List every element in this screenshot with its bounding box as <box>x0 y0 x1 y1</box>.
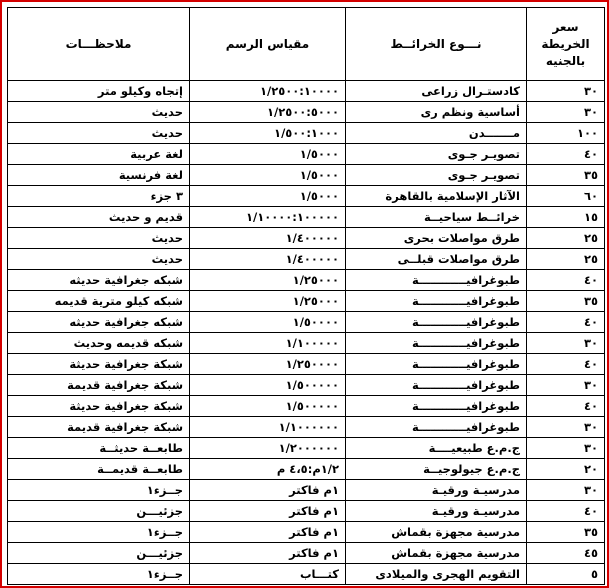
table-row <box>8 438 605 459</box>
price-cell: ٤٠ <box>527 354 605 375</box>
price-cell: ٣٠ <box>527 480 605 501</box>
map-type-cell: طرق مواصلات قبلــى <box>346 249 527 270</box>
notes-cell: حديث <box>8 123 190 144</box>
map-type-cell: طبوغرافيــــــــــــة <box>346 396 527 417</box>
table-row <box>8 270 605 291</box>
table-row <box>8 207 605 228</box>
map-type-cell: أساسية ونظم رى <box>346 102 527 123</box>
scale-cell: ١/٢٥٠٠:٥٠٠٠ <box>190 102 346 123</box>
map-type-cell: خرائــط سياحيــة <box>346 207 527 228</box>
header-row <box>8 8 605 81</box>
table-row <box>8 291 605 312</box>
notes-cell: شبكه جغرافية حديثه <box>8 270 190 291</box>
map-type-cell: كادستـرال زراعى <box>346 81 527 102</box>
table-row <box>8 312 605 333</box>
scale-cell: ١/٢٥٠٠٠ <box>190 291 346 312</box>
notes-cell: قديم و حديث <box>8 207 190 228</box>
header-map-type: نـــوع الخرائــط <box>346 8 527 81</box>
price-cell: ٤٥ <box>527 543 605 564</box>
notes-cell: إتجاه وكيلو متر <box>8 81 190 102</box>
scale-cell: ١/٥٠٠٠٠٠ <box>190 396 346 417</box>
scale-cell: ١/٤٠٠٠٠٠ <box>190 249 346 270</box>
table-row <box>8 165 605 186</box>
scale-cell: ١م فاكتر <box>190 501 346 522</box>
price-cell: ٣٠ <box>527 438 605 459</box>
notes-cell: جــزء١ <box>8 522 190 543</box>
map-type-cell: التقويم الهجرى والميلادى <box>346 564 527 585</box>
notes-cell: طابعــة حديثــة <box>8 438 190 459</box>
table-row <box>8 228 605 249</box>
notes-cell: شبكة جغرافية قديمة <box>8 417 190 438</box>
map-type-cell: تصويـر جـوى <box>346 165 527 186</box>
table-row <box>8 354 605 375</box>
table-row <box>8 417 605 438</box>
price-cell: ٤٠ <box>527 312 605 333</box>
map-type-cell: طبوغرافيــــــــــــة <box>346 333 527 354</box>
price-cell: ٣٠ <box>527 102 605 123</box>
price-cell: ٣٠ <box>527 375 605 396</box>
notes-cell: حديث <box>8 102 190 123</box>
table-row <box>8 543 605 564</box>
scale-cell: ١م فاكتر <box>190 543 346 564</box>
scale-cell: ١/٢٥٠٠٠ <box>190 270 346 291</box>
price-cell: ١٠٠ <box>527 123 605 144</box>
table-row <box>8 459 605 480</box>
map-type-cell: مدرسيـة ورقيـة <box>346 480 527 501</box>
map-type-cell: ج.م.ع جيولوجيــة <box>346 459 527 480</box>
notes-cell: ٣ جزء <box>8 186 190 207</box>
table-row <box>8 249 605 270</box>
notes-cell: شبكه جغرافية حديثه <box>8 312 190 333</box>
notes-cell: شبكه كيلو مترية قديمه <box>8 291 190 312</box>
map-type-cell: طبوغرافيــــــــــــة <box>346 312 527 333</box>
notes-cell: جزئيـــن <box>8 543 190 564</box>
table-body <box>8 81 605 585</box>
notes-cell: شبكة جغرافية حديثة <box>8 396 190 417</box>
table-row <box>8 480 605 501</box>
table-row <box>8 501 605 522</box>
price-cell: ١٥ <box>527 207 605 228</box>
scale-cell: ١/٥٠٠٠ <box>190 144 346 165</box>
notes-cell: حديث <box>8 228 190 249</box>
price-cell: ٤٠ <box>527 396 605 417</box>
map-type-cell: مدرسية مجهزة بقماش <box>346 522 527 543</box>
scale-cell: ١/٥٠٠٠ <box>190 186 346 207</box>
price-cell: ٣٥ <box>527 165 605 186</box>
price-cell: ٣٠ <box>527 417 605 438</box>
map-type-cell: مدرسيـة ورقيـة <box>346 501 527 522</box>
scale-cell: ١/٢٥٠٠٠٠ <box>190 354 346 375</box>
price-cell: ٢٥ <box>527 249 605 270</box>
notes-cell: جزئيـــن <box>8 501 190 522</box>
map-type-cell: طبوغرافيــــــــــــة <box>346 417 527 438</box>
price-cell: ٢٥ <box>527 228 605 249</box>
table-row <box>8 522 605 543</box>
scale-cell: ١م فاكتر <box>190 480 346 501</box>
map-type-cell: تصويـر جـوى <box>346 144 527 165</box>
notes-cell: شبكه قديمه وحديث <box>8 333 190 354</box>
notes-cell: لغة فرنسية <box>8 165 190 186</box>
scale-cell: ١/٥٠٠٠٠٠ <box>190 375 346 396</box>
map-type-cell: طبوغرافيــــــــــــة <box>346 270 527 291</box>
scale-cell: ١/٢م:٤،٥ م <box>190 459 346 480</box>
header-price: سعر الخريطة بالجنيه <box>527 8 605 81</box>
table-row <box>8 396 605 417</box>
map-type-cell: طبوغرافيــــــــــــة <box>346 375 527 396</box>
notes-cell: طابعــة قديمــة <box>8 459 190 480</box>
scale-cell: ١/٢٥٠٠:١٠٠٠٠ <box>190 81 346 102</box>
price-cell: ٤٠ <box>527 270 605 291</box>
table-row <box>8 81 605 102</box>
table-row <box>8 186 605 207</box>
map-price-table <box>7 7 605 585</box>
price-cell: ٦٠ <box>527 186 605 207</box>
notes-cell: لغة عربية <box>8 144 190 165</box>
price-cell: ٣٠ <box>527 333 605 354</box>
map-type-cell: طرق مواصلات بحرى <box>346 228 527 249</box>
notes-cell: شبكة جغرافية حديثة <box>8 354 190 375</box>
price-cell: ٤٠ <box>527 501 605 522</box>
scale-cell: ١/٤٠٠٠٠٠ <box>190 228 346 249</box>
map-type-cell: الآثار الإسلامية بالقاهرة <box>346 186 527 207</box>
scale-cell: كتـــاب <box>190 564 346 585</box>
table-row <box>8 564 605 585</box>
price-cell: ٥ <box>527 564 605 585</box>
scale-cell: ١/١٠٠٠٠٠ <box>190 333 346 354</box>
header-notes: ملاحظـــات <box>8 8 190 81</box>
scale-cell: ١/١٠٠٠٠٠٠ <box>190 417 346 438</box>
scale-cell: ١م فاكتر <box>190 522 346 543</box>
price-cell: ٣٥ <box>527 522 605 543</box>
table-row <box>8 123 605 144</box>
scale-cell: ١/٥٠٠٠ <box>190 165 346 186</box>
price-cell: ٤٠ <box>527 144 605 165</box>
scale-cell: ١/٢٠٠٠٠٠٠ <box>190 438 346 459</box>
table-row <box>8 144 605 165</box>
price-cell: ٣٠ <box>527 81 605 102</box>
header-scale: مقياس الرسم <box>190 8 346 81</box>
scale-cell: ١/١٠٠٠٠:١٠٠٠٠٠ <box>190 207 346 228</box>
map-type-cell: مدرسية مجهزة بقماش <box>346 543 527 564</box>
scale-cell: ١/٥٠٠:١٠٠٠ <box>190 123 346 144</box>
map-type-cell: ج.م.ع طبيعيــــة <box>346 438 527 459</box>
notes-cell: جــزء١ <box>8 480 190 501</box>
map-type-cell: طبوغرافيــــــــــــة <box>346 354 527 375</box>
table-row <box>8 375 605 396</box>
price-cell: ٢٠ <box>527 459 605 480</box>
price-cell: ٣٥ <box>527 291 605 312</box>
map-type-cell: طبوغرافيــــــــــــة <box>346 291 527 312</box>
notes-cell: جــزء١ <box>8 564 190 585</box>
table-row <box>8 102 605 123</box>
scale-cell: ١/٥٠٠٠٠ <box>190 312 346 333</box>
notes-cell: شبكة جغرافية قديمة <box>8 375 190 396</box>
table-row <box>8 333 605 354</box>
map-type-cell: مـــــــدن <box>346 123 527 144</box>
notes-cell: حديث <box>8 249 190 270</box>
